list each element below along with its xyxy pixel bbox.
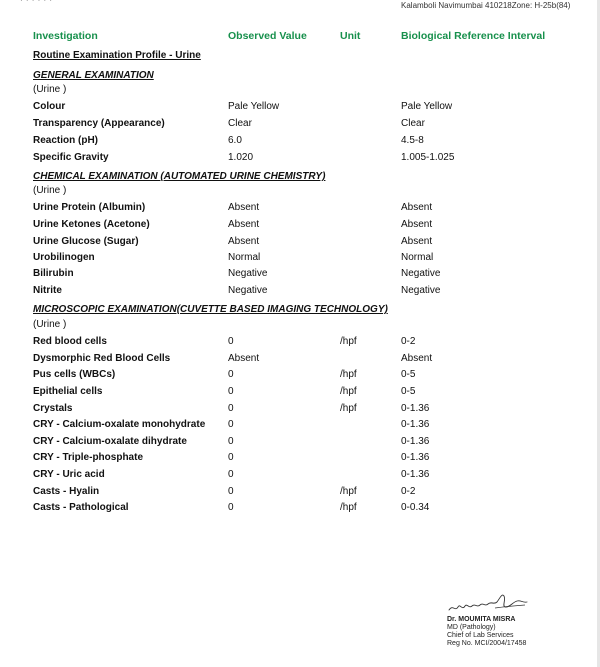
observed-value: Negative (228, 268, 268, 279)
reference-interval: 1.005-1.025 (401, 152, 455, 163)
reference-interval: 0-1.36 (401, 452, 430, 463)
test-name: Red blood cells (33, 336, 107, 347)
observed-value: Absent (228, 219, 260, 230)
reference-interval: 0-1.36 (401, 403, 430, 414)
result-row (0, 202, 600, 218)
result-row (0, 236, 600, 252)
signatory-block (447, 616, 526, 648)
test-name: Nitrite (33, 285, 62, 296)
result-row (0, 219, 600, 235)
lab-address: Kalamboli Navimumbai 410218Zone: H-25b(84) (401, 1, 571, 10)
reference-interval: Negative (401, 285, 441, 296)
reference-interval: Absent (401, 353, 433, 364)
test-name: Urine Protein (Albumin) (33, 202, 146, 213)
unit: /hpf (340, 502, 357, 513)
section-title: MICROSCOPIC EXAMINATION(CUVETTE BASED IMAGING TECHNOLOGY) (33, 304, 388, 315)
test-name: Specific Gravity (33, 152, 109, 163)
section-title: GENERAL EXAMINATION (33, 70, 154, 81)
observed-value: 0 (228, 486, 234, 497)
unit: /hpf (340, 486, 357, 497)
test-name: Epithelial cells (33, 386, 103, 397)
test-name: CRY - Calcium-oxalate monohydrate (33, 419, 206, 430)
top-strip (0, 0, 600, 12)
reference-interval: 0-5 (401, 386, 416, 397)
observed-value: Absent (228, 202, 260, 213)
reference-interval: 0-0.34 (401, 502, 430, 513)
test-name: Bilirubin (33, 268, 74, 279)
doctor-reg-no: Reg No. MCI/2004/17458 (447, 640, 527, 647)
observed-value: 0 (228, 452, 234, 463)
result-row (0, 386, 600, 402)
test-name: Urine Ketones (Acetone) (33, 219, 150, 230)
test-name: Reaction (pH) (33, 135, 98, 146)
header-investigation: Investigation (33, 30, 98, 42)
result-row (0, 403, 600, 419)
reference-interval: 0-1.36 (401, 419, 430, 430)
test-name: CRY - Triple-phosphate (33, 452, 144, 463)
result-row (0, 486, 600, 502)
reference-interval: 0-2 (401, 336, 416, 347)
section-sample-type: (Urine ) (33, 185, 67, 196)
doctor-name: Dr. MOUMITA MISRA (447, 616, 516, 623)
observed-value: Pale Yellow (228, 101, 280, 112)
test-name: Casts - Pathological (33, 502, 129, 513)
reference-interval: 0-5 (401, 369, 416, 380)
doctor-qualification: MD (Pathology) (447, 624, 496, 631)
result-row (0, 436, 600, 452)
test-name: Casts - Hyalin (33, 486, 100, 497)
reference-interval: Clear (401, 118, 425, 129)
observed-value: 0 (228, 469, 234, 480)
unit: /hpf (340, 369, 357, 380)
test-name: Urobilinogen (33, 252, 95, 263)
result-row (0, 268, 600, 284)
doctor-signature (447, 592, 547, 618)
reference-interval: Absent (401, 202, 433, 213)
result-row (0, 353, 600, 369)
result-row (0, 152, 600, 168)
top-left-fragment: · · · · · · (20, 0, 53, 5)
result-row (0, 369, 600, 385)
observed-value: 0 (228, 369, 234, 380)
test-name: Dysmorphic Red Blood Cells (33, 353, 171, 364)
result-row (0, 469, 600, 485)
observed-value: Absent (228, 236, 260, 247)
reference-interval: Pale Yellow (401, 101, 453, 112)
reference-interval: 0-1.36 (401, 469, 430, 480)
reference-interval: Absent (401, 236, 433, 247)
observed-value: 0 (228, 336, 234, 347)
reference-interval: 4.5-8 (401, 135, 424, 146)
header-reference-interval: Biological Reference Interval (401, 30, 546, 42)
result-row (0, 285, 600, 301)
test-name: Colour (33, 101, 66, 112)
test-name: Urine Glucose (Sugar) (33, 236, 139, 247)
section-sample-type: (Urine ) (33, 84, 67, 95)
result-row (0, 502, 600, 518)
observed-value: 0 (228, 403, 234, 414)
header-observed-value: Observed Value (228, 30, 307, 42)
result-row (0, 336, 600, 352)
test-name: Transparency (Appearance) (33, 118, 165, 129)
profile-title: Routine Examination Profile - Urine (33, 50, 201, 61)
result-row (0, 118, 600, 134)
observed-value: 1.020 (228, 152, 254, 163)
observed-value: 0 (228, 502, 234, 513)
section-sample-type: (Urine ) (33, 319, 67, 330)
unit: /hpf (340, 403, 357, 414)
result-row (0, 101, 600, 117)
unit: /hpf (340, 336, 357, 347)
observed-value: 0 (228, 386, 234, 397)
unit: /hpf (340, 386, 357, 397)
result-row (0, 419, 600, 435)
result-row (0, 252, 600, 268)
observed-value: 0 (228, 436, 234, 447)
header-unit: Unit (340, 30, 361, 42)
test-name: CRY - Calcium-oxalate dihydrate (33, 436, 187, 447)
observed-value: Negative (228, 285, 268, 296)
reference-interval: Negative (401, 268, 441, 279)
reference-interval: Absent (401, 219, 433, 230)
reference-interval: 0-2 (401, 486, 416, 497)
observed-value: 0 (228, 419, 234, 430)
test-name: CRY - Uric acid (33, 469, 105, 480)
observed-value: Absent (228, 353, 260, 364)
reference-interval: Normal (401, 252, 434, 263)
test-name: Crystals (33, 403, 73, 414)
observed-value: Normal (228, 252, 261, 263)
doctor-designation: Chief of Lab Services (447, 632, 514, 639)
observed-value: Clear (228, 118, 252, 129)
test-name: Pus cells (WBCs) (33, 369, 116, 380)
section-title: CHEMICAL EXAMINATION (AUTOMATED URINE CHEMISTRY) (33, 171, 326, 182)
observed-value: 6.0 (228, 135, 242, 146)
reference-interval: 0-1.36 (401, 436, 430, 447)
result-row (0, 135, 600, 151)
result-row (0, 452, 600, 468)
